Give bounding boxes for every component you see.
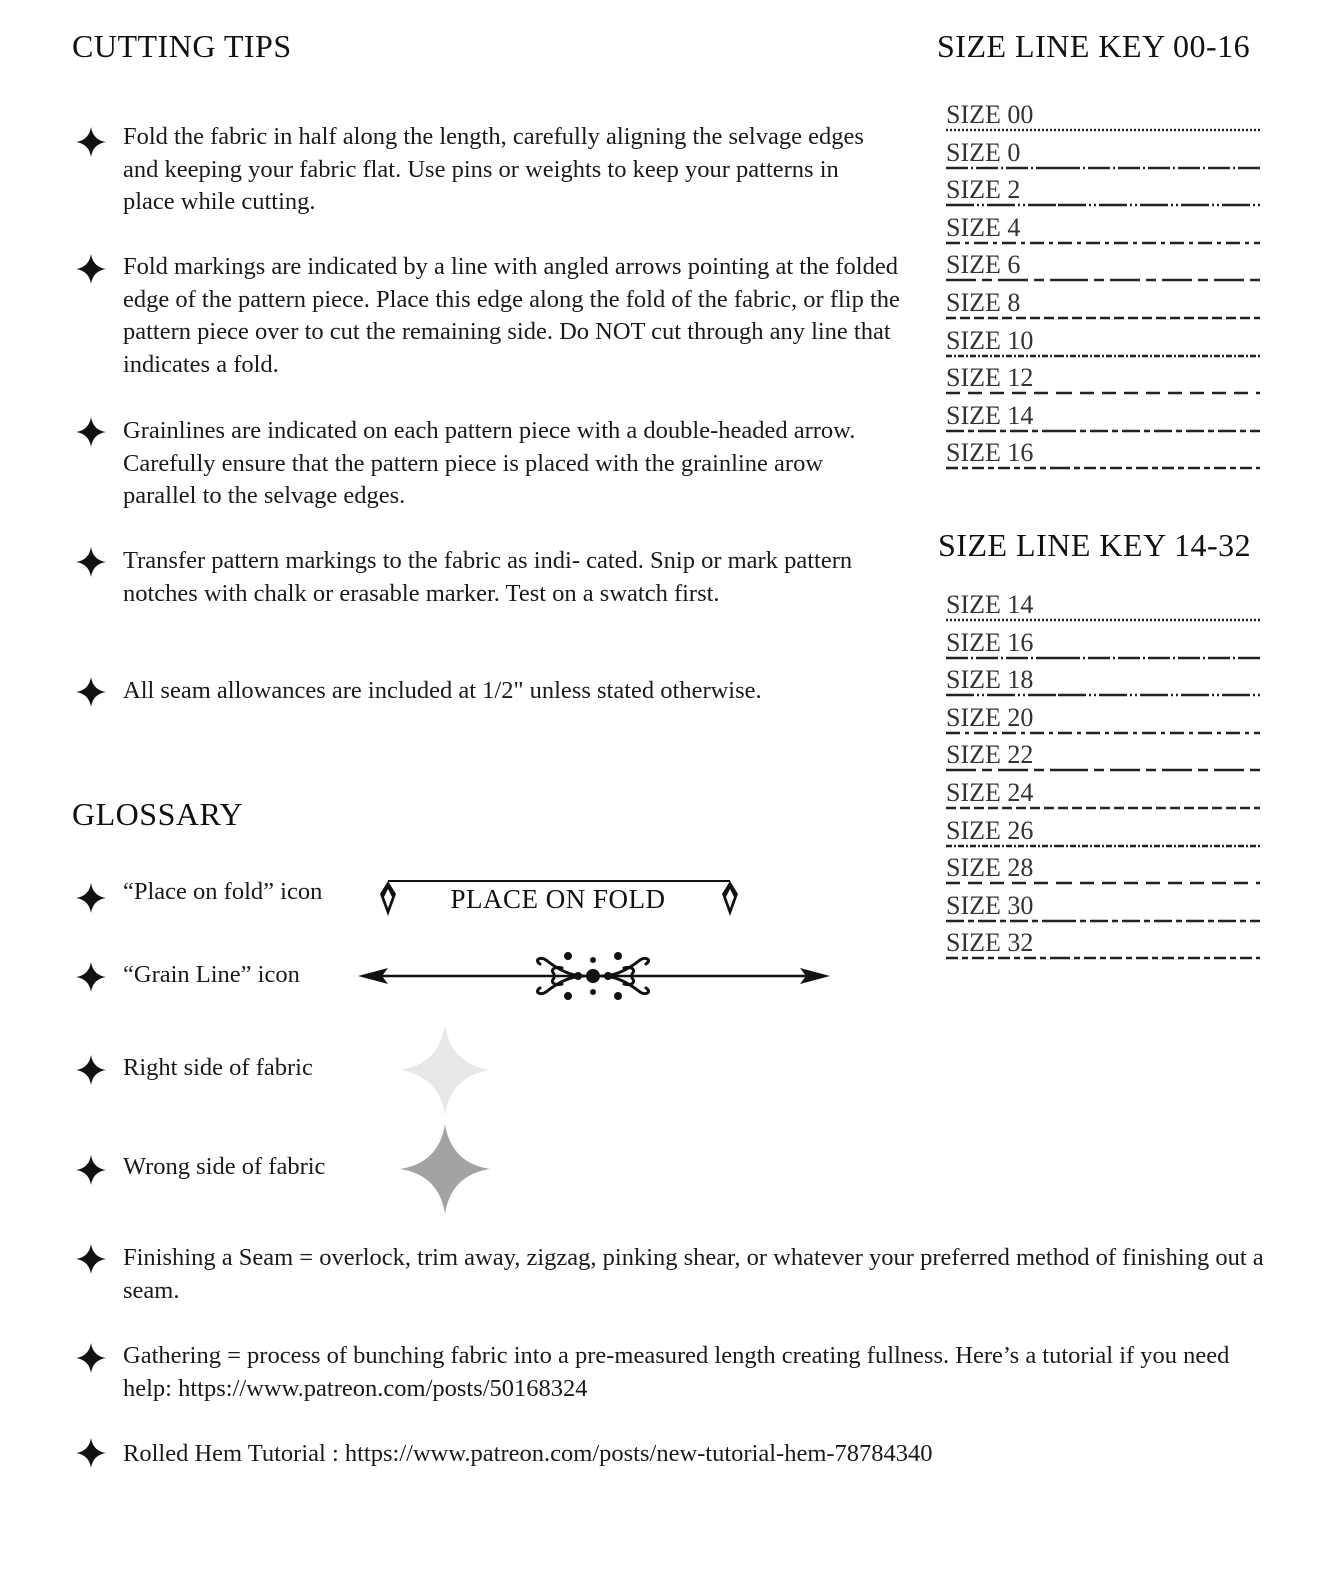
bullet-star-icon [76, 547, 106, 577]
size-line-sample [946, 891, 1262, 927]
bullet-star-icon [76, 962, 106, 992]
cutting-tip-item: Transfer pattern markings to the fabric as indi- cated. Snip or mark pattern notches with chalk or erasable marker. Test on a swatch first. [123, 547, 853, 607]
size-label: SIZE 2 [946, 175, 1021, 205]
size-line-row [946, 853, 1262, 889]
size-line-row [946, 326, 1262, 362]
size-line-sample [946, 590, 1262, 626]
size-line-sample [946, 665, 1262, 701]
size-line-row [946, 665, 1262, 701]
size-label: SIZE 32 [946, 928, 1034, 958]
size-line-row [946, 401, 1262, 437]
size-line-sample [946, 138, 1262, 174]
size-line-row [946, 816, 1262, 852]
size-line-row [946, 891, 1262, 927]
bullet-star-icon [76, 1155, 106, 1185]
right-side-star-icon [400, 1024, 490, 1116]
cutting-tips-heading: CUTTING TIPS [72, 28, 292, 64]
size-label: SIZE 24 [946, 778, 1034, 807]
glossary-term: Gathering = process of bunching fabric into a pre-measured length creating fullness. Here’s a tutorial if you need help: https://www.patreon.com/posts/50168324 [123, 1342, 1230, 1402]
size-line-row [946, 438, 1262, 474]
size-line-row [946, 628, 1262, 664]
size-label: SIZE 14 [946, 400, 1034, 430]
size-line-sample [946, 703, 1262, 739]
size-line-sample [946, 628, 1262, 664]
size-label: SIZE 4 [946, 212, 1021, 242]
size-label: SIZE 14 [946, 590, 1034, 619]
size-line-sample [946, 288, 1262, 324]
bullet-star-icon [76, 254, 106, 284]
size-line-key [946, 590, 1262, 970]
size-label: SIZE 10 [946, 325, 1034, 355]
size-line-sample [946, 326, 1262, 362]
size-line-sample [946, 853, 1262, 889]
glossary-heading: GLOSSARY [72, 796, 244, 832]
size-line-row [946, 740, 1262, 776]
size-label: SIZE 18 [946, 665, 1034, 695]
bullet-star-icon [76, 1244, 106, 1274]
wrong-side-star-icon [400, 1123, 490, 1215]
size-label: SIZE 0 [946, 137, 1021, 167]
size-line-row [946, 138, 1262, 174]
size-line-key [946, 100, 1262, 480]
size-label: SIZE 20 [946, 702, 1034, 732]
size-line-sample [946, 363, 1262, 399]
size-key-heading: SIZE LINE KEY 00-16 [937, 28, 1251, 64]
size-line-sample [946, 175, 1262, 211]
size-line-row [946, 288, 1262, 324]
size-line-row [946, 590, 1262, 626]
place-on-fold-icon [376, 872, 746, 922]
size-line-row [946, 703, 1262, 739]
bullet-star-icon [76, 883, 106, 913]
size-line-row [946, 928, 1262, 964]
size-label: SIZE 22 [946, 740, 1034, 770]
size-line-sample [946, 928, 1262, 964]
cutting-tip-item: Fold the fabric in half along the length, carefully aligning the selvage edges and keeping your fabric flat. Use pins or weights to keep your patterns in place while cutting. [123, 123, 864, 215]
place-on-fold-label: “Place on fold” icon [123, 878, 323, 905]
size-line-sample [946, 778, 1262, 814]
size-label: SIZE 30 [946, 890, 1034, 920]
size-line-row [946, 100, 1262, 136]
bullet-star-icon [76, 127, 106, 157]
size-label: SIZE 00 [946, 100, 1034, 129]
bullet-star-icon [76, 417, 106, 447]
grain-line-label: “Grain Line” icon [123, 961, 300, 988]
glossary-term: Finishing a Seam = overlock, trim away, zigzag, pinking shear, or whatever your preferred method of finishing out a seam. [123, 1244, 1264, 1304]
size-line-row [946, 778, 1262, 814]
bullet-star-icon [76, 677, 106, 707]
grain-line-icon [356, 944, 832, 1008]
size-line-sample [946, 740, 1262, 776]
size-label: SIZE 12 [946, 363, 1034, 393]
place-on-fold-text: PLACE ON FOLD [450, 884, 666, 914]
size-line-sample [946, 401, 1262, 437]
wrong-side-label: Wrong side of fabric [123, 1153, 326, 1180]
right-side-label: Right side of fabric [123, 1054, 313, 1081]
size-line-row [946, 250, 1262, 286]
size-label: SIZE 28 [946, 853, 1034, 883]
glossary-term: Rolled Hem Tutorial : https://www.patreon.com/posts/new-tutorial-hem-78784340 [123, 1440, 933, 1467]
size-label: SIZE 26 [946, 815, 1034, 845]
bullet-star-icon [76, 1438, 106, 1468]
bullet-star-icon [76, 1343, 106, 1373]
size-line-sample [946, 438, 1262, 474]
size-label: SIZE 16 [946, 438, 1034, 468]
size-line-sample [946, 816, 1262, 852]
cutting-tip-item: Fold markings are indicated by a line with angled arrows pointing at the folded edge of the pattern piece. Place this edge along the fold of the fabric, or flip the pattern piece over to cut the remaining side. Do NOT cut through any line that indicates a fold. [123, 253, 900, 378]
cutting-tip-item: Grainlines are indicated on each pattern piece with a double-headed arrow. Carefully ensure that the pattern piece is placed with the grainline arow parallel to the selvage edges. [123, 417, 856, 509]
size-label: SIZE 16 [946, 627, 1034, 657]
size-line-sample [946, 100, 1262, 136]
size-line-row [946, 213, 1262, 249]
size-label: SIZE 6 [946, 250, 1021, 280]
cutting-tip-item: All seam allowances are included at 1/2" unless stated otherwise. [123, 677, 762, 704]
size-line-row [946, 363, 1262, 399]
bullet-star-icon [76, 1055, 106, 1085]
size-key-heading: SIZE LINE KEY 14-32 [938, 527, 1252, 563]
size-line-sample [946, 213, 1262, 249]
size-line-sample [946, 250, 1262, 286]
size-label: SIZE 8 [946, 288, 1021, 317]
size-line-row [946, 175, 1262, 211]
